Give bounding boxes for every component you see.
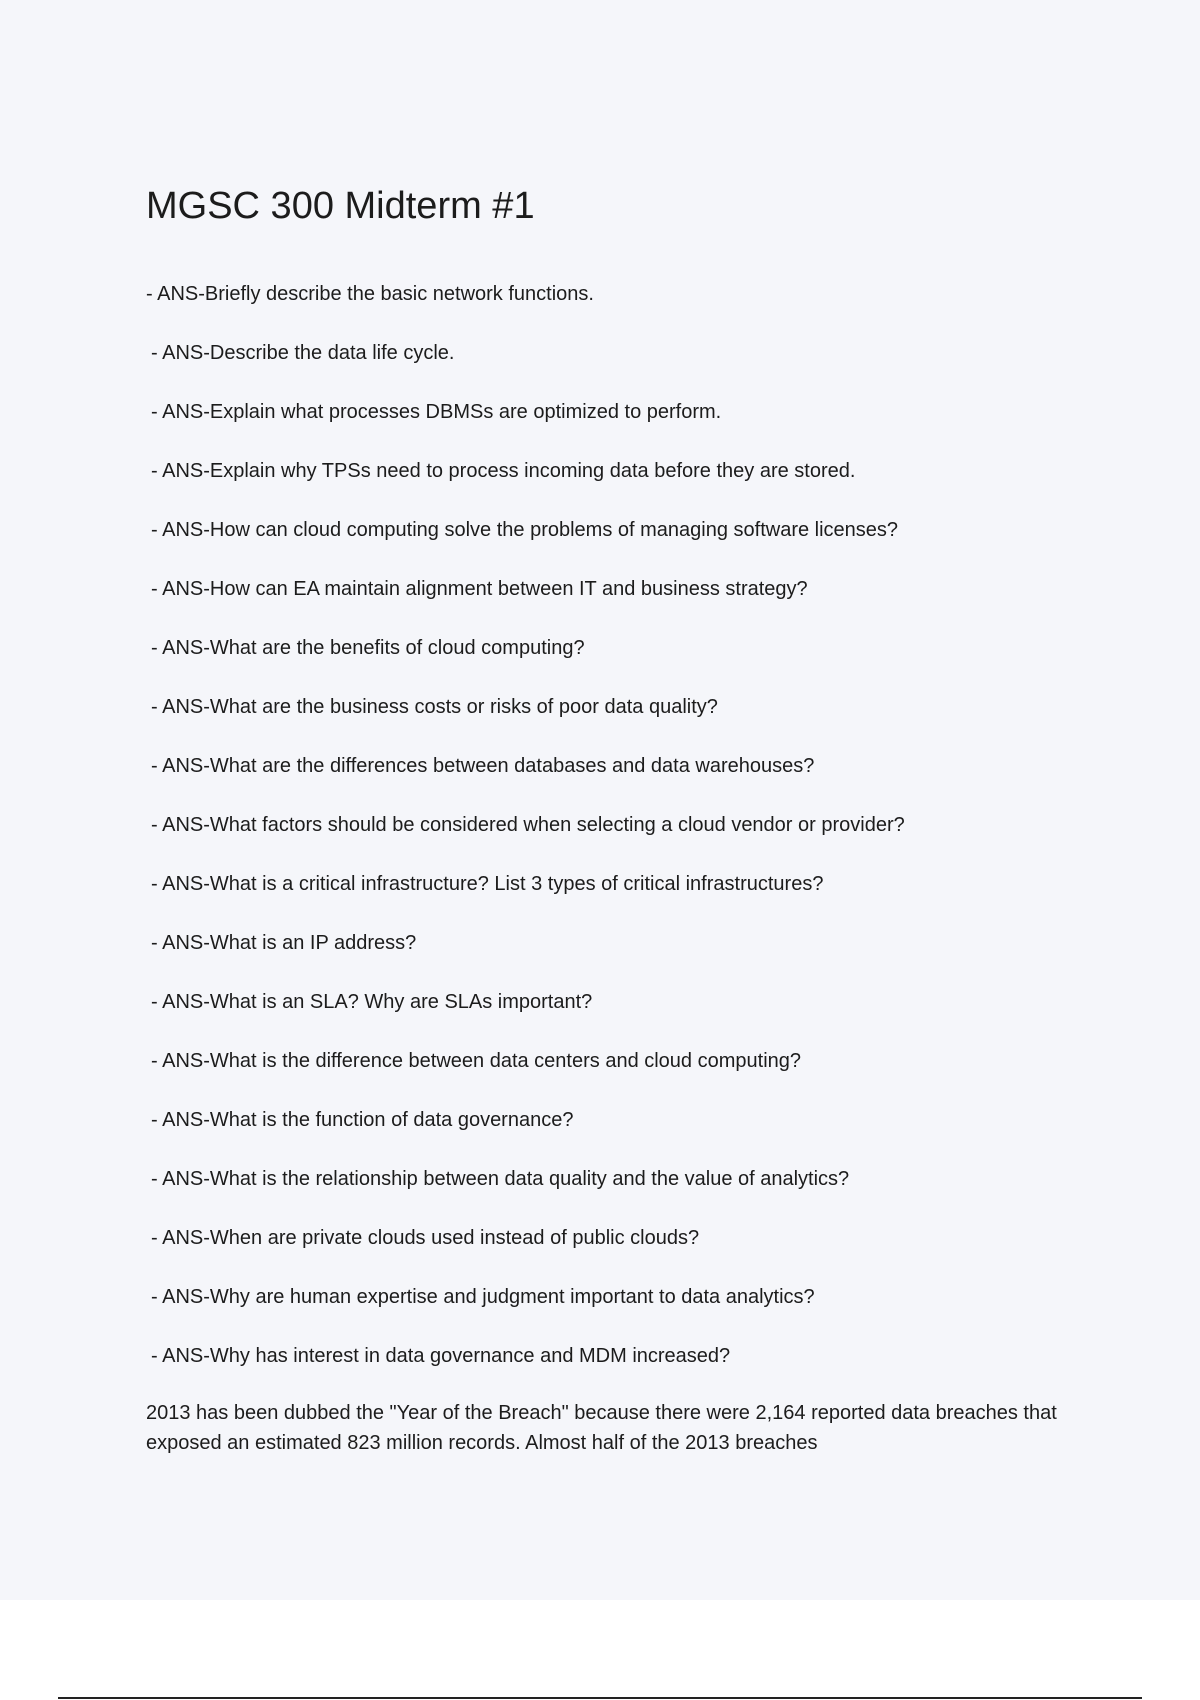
- list-item: - ANS-When are private clouds used instead of public clouds?: [151, 1227, 700, 1249]
- list-item: - ANS-What is an IP address?: [151, 932, 417, 954]
- list-item: - ANS-What is the difference between data centers and cloud computing?: [151, 1050, 802, 1072]
- body-paragraph: 2013 has been dubbed the "Year of the Breach" because there were 2,164 reported data breaches that exposed an estimated 823 million records. Almost half of the 2013 breaches: [146, 1402, 1057, 1454]
- list-item: - ANS-Describe the data life cycle.: [151, 342, 455, 364]
- list-item: - ANS-Why has interest in data governance and MDM increased?: [151, 1345, 731, 1367]
- list-item: - ANS-What are the differences between databases and data warehouses?: [151, 755, 815, 777]
- list-item: - ANS-How can EA maintain alignment between IT and business strategy?: [151, 578, 808, 600]
- footer-divider: [58, 1697, 1142, 1699]
- list-item: - ANS-Briefly describe the basic network functions.: [146, 283, 594, 305]
- question-list: [146, 279, 905, 1400]
- list-item: - ANS-What are the business costs or risks of poor data quality?: [151, 696, 718, 718]
- list-item: - ANS-What is the function of data governance?: [151, 1109, 574, 1131]
- list-item: - ANS-What is an SLA? Why are SLAs important?: [151, 991, 593, 1013]
- list-item: - ANS-What is a critical infrastructure? List 3 types of critical infrastructures?: [151, 873, 824, 895]
- list-item: - ANS-Explain what processes DBMSs are optimized to perform.: [151, 401, 722, 423]
- list-item: - ANS-Explain why TPSs need to process incoming data before they are stored.: [151, 460, 856, 482]
- list-item: - ANS-What factors should be considered when selecting a cloud vendor or provider?: [151, 814, 905, 836]
- list-item: - ANS-What are the benefits of cloud computing?: [151, 637, 585, 659]
- list-item: - ANS-What is the relationship between data quality and the value of analytics?: [151, 1168, 850, 1190]
- list-item: - ANS-How can cloud computing solve the problems of managing software licenses?: [151, 519, 899, 541]
- document-title: MGSC 300 Midterm #1: [146, 185, 535, 227]
- list-item: - ANS-Why are human expertise and judgment important to data analytics?: [151, 1286, 815, 1308]
